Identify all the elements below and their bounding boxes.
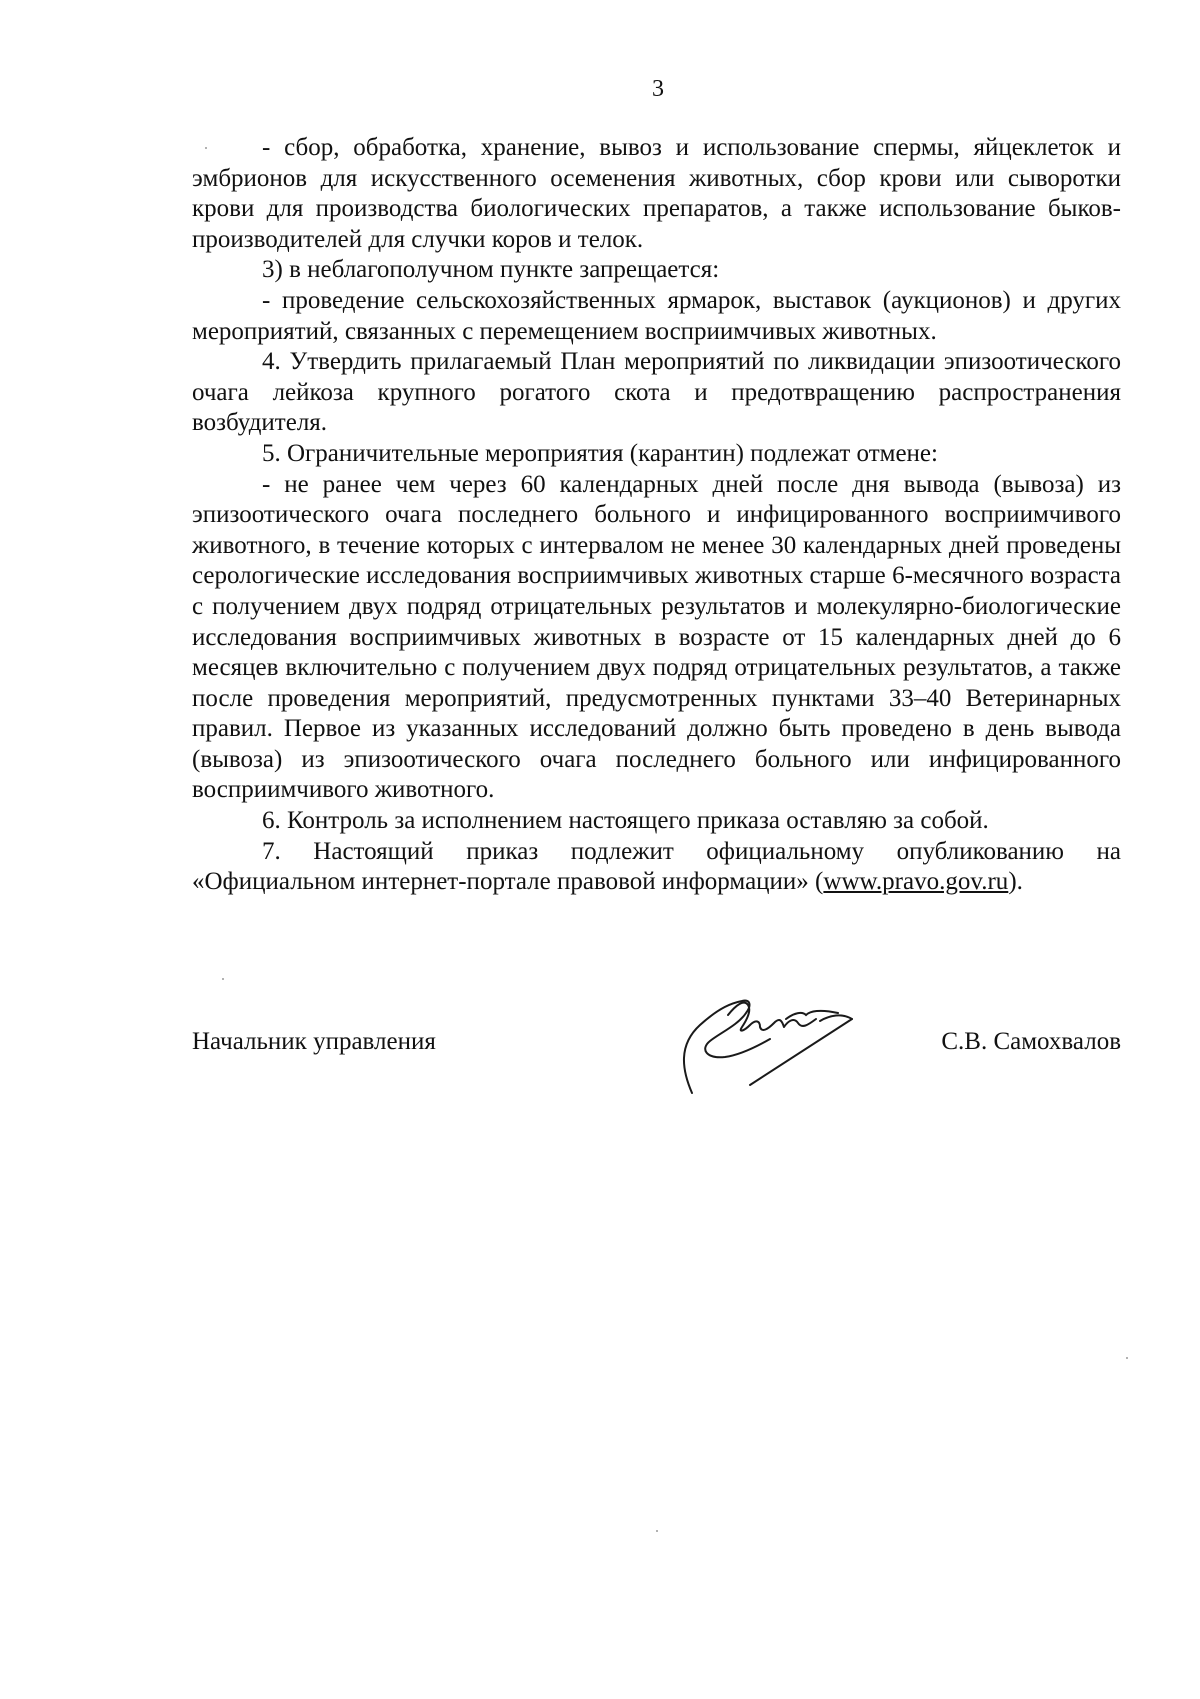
paragraph-item-7-publication xyxy=(192,837,1121,898)
scan-speck xyxy=(656,1530,658,1532)
scan-speck xyxy=(1126,1357,1128,1359)
scan-speck xyxy=(205,147,207,149)
paragraph-prohibited-semen-collection: - сбор, обработка, хранение, вывоз и использование спермы, яйцеклеток и эмбрионов для искусственного осеменения животных, сбор крови или сыворотки крови для производства биологических препаратов, а также использование быков-производителей для случки коров и телок. xyxy=(192,134,1121,253)
signatory-name: С.В. Самохвалов xyxy=(941,1028,1121,1055)
order-body-text xyxy=(192,133,1121,898)
paragraph-item-5-heading: 5. Ограничительные мероприятия (карантин) подлежат отмене: xyxy=(262,439,938,467)
paragraph-quarantine-lifting-conditions: - не ранее чем через 60 календарных дней после дня вывода (вывоза) из эпизоотического очага последнего больного и инфицированного восприимчивого животного, в течение которых с интервалом не менее 30 календарных дней проведены серологические исследования восприимчивых животных старше 6-месячного возраста с получением двух подряд отрицательных результатов и молекулярно-биологические исследования восприимчивых животных в возрасте от 15 календарных дней до 6 месяцев включительно с получением двух подряд отрицательных результатов, а также после проведения мероприятий, предусмотренных пунктами 33–40 Ветеринарных правил. Первое из указанных исследований должно быть проведено в день вывода (вывоза) из эпизоотического очага последнего больного или инфицированного восприимчивого животного. xyxy=(192,470,1121,804)
paragraph-prohibited-fairs: - проведение сельскохозяйственных ярмарок, выставок (аукционов) и других мероприятий, связанных с перемещением восприимчивых животных. xyxy=(192,286,1121,345)
signatory-position: Начальник управления xyxy=(192,1028,436,1055)
paragraph-item-3-heading: 3) в неблагополучном пункте запрещается: xyxy=(262,256,720,284)
scan-speck xyxy=(222,978,224,980)
publication-text-tail: ). xyxy=(1008,868,1023,896)
page-number: 3 xyxy=(652,76,664,102)
signature-block xyxy=(192,1028,1121,1068)
handwritten-signature xyxy=(670,975,880,1095)
pravo-gov-link[interactable]: www.pravo.gov.ru xyxy=(823,868,1009,896)
signature-drawing xyxy=(670,975,880,1095)
paragraph-item-6-control: 6. Контроль за исполнением настоящего приказа оставляю за собой. xyxy=(262,807,989,835)
publication-text: 7. Настоящий приказ подлежит официальному опубликованию на «Официальном интернет-портале правовой информации» ( xyxy=(192,837,1121,896)
paragraph-item-4-plan: 4. Утвердить прилагаемый План мероприятий по ликвидации эпизоотического очага лейкоза крупного рогатого скота и предотвращению распространения возбудителя. xyxy=(192,348,1121,437)
